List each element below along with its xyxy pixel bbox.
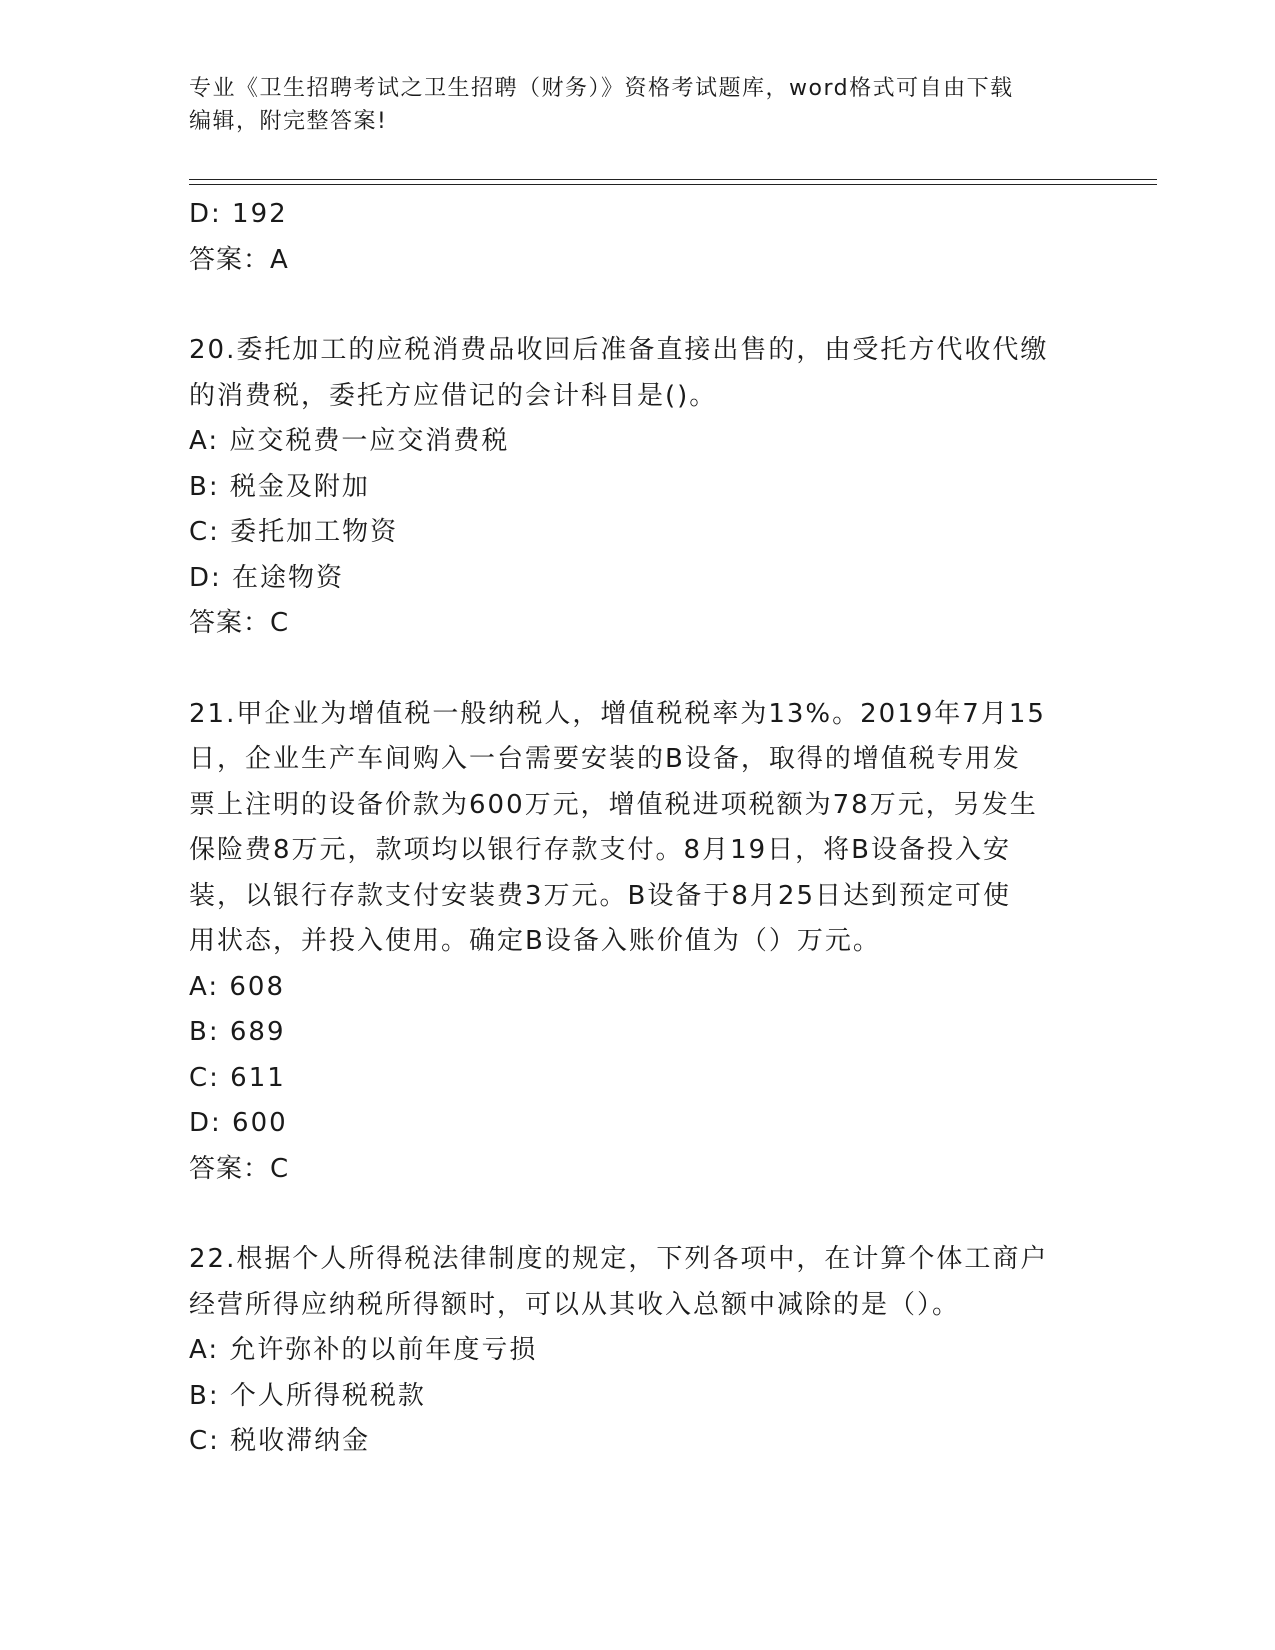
question-text-line: 的消费税，委托方应借记的会计科目是()。	[189, 380, 718, 411]
question-text-line: 装，以银行存款支付安装费3万元。B设备于8月25日达到预定可使	[189, 880, 1012, 911]
option-d: D: 在途物资	[189, 562, 345, 593]
header-rule-top	[189, 179, 1157, 180]
spacer	[189, 647, 1089, 692]
question-text-line: 22.根据个人所得税法律制度的规定，下列各项中，在计算个体工商户	[189, 1244, 1049, 1274]
question-21	[189, 692, 1089, 1193]
spacer	[189, 283, 1089, 328]
option-c: C: 委托加工物资	[189, 517, 399, 547]
option-c: C: 611	[189, 1062, 286, 1093]
option-d: D: 600	[189, 1108, 288, 1138]
header-line-1: 专业《卫生招聘考试之卫生招聘（财务）》资格考试题库，word格式可自由下载	[189, 76, 1014, 101]
option-b: B: 税金及附加	[189, 471, 370, 502]
option-c: C: 税收滞纳金	[189, 1426, 371, 1456]
content-body	[189, 192, 1089, 1465]
question-20	[189, 328, 1089, 647]
question-text-line: 日，企业生产车间购入一台需要安装的B设备，取得的增值税专用发	[189, 744, 1021, 774]
question-text-line: 保险费8万元，款项均以银行存款支付。8月19日，将B设备投入安	[189, 835, 1012, 865]
option-a: A: 允许弥补的以前年度亏损	[189, 1335, 538, 1365]
question-text-line: 用状态，并投入使用。确定B设备入账价值为（）万元。	[189, 926, 881, 956]
header-rule-bottom	[189, 184, 1157, 185]
answer-line: 答案：C	[189, 1153, 290, 1184]
header-line-2: 编辑，附完整答案!	[189, 109, 388, 134]
option-b: B: 689	[189, 1017, 286, 1047]
option-a: A: 608	[189, 971, 285, 1002]
answer-line: 答案：A	[189, 244, 289, 275]
option-b: B: 个人所得税税款	[189, 1380, 426, 1411]
question-text-line: 20.委托加工的应税消费品收回后准备直接出售的，由受托方代收代缴	[189, 335, 1049, 365]
spacer	[189, 1192, 1089, 1237]
option-d: D: 192	[189, 199, 288, 229]
question-text-line: 经营所得应纳税所得额时，可以从其收入总额中减除的是（）。	[189, 1289, 961, 1320]
question-text-line: 票上注明的设备价款为600万元，增值税进项税额为78万元，另发生	[189, 789, 1038, 820]
page-header	[189, 72, 1089, 138]
option-a: A: 应交税费一应交消费税	[189, 426, 510, 456]
question-text-line: 21.甲企业为增值税一般纳税人，增值税税率为13%。2019年7月15	[189, 698, 1046, 729]
question-22	[189, 1237, 1089, 1465]
answer-line: 答案：C	[189, 608, 290, 638]
